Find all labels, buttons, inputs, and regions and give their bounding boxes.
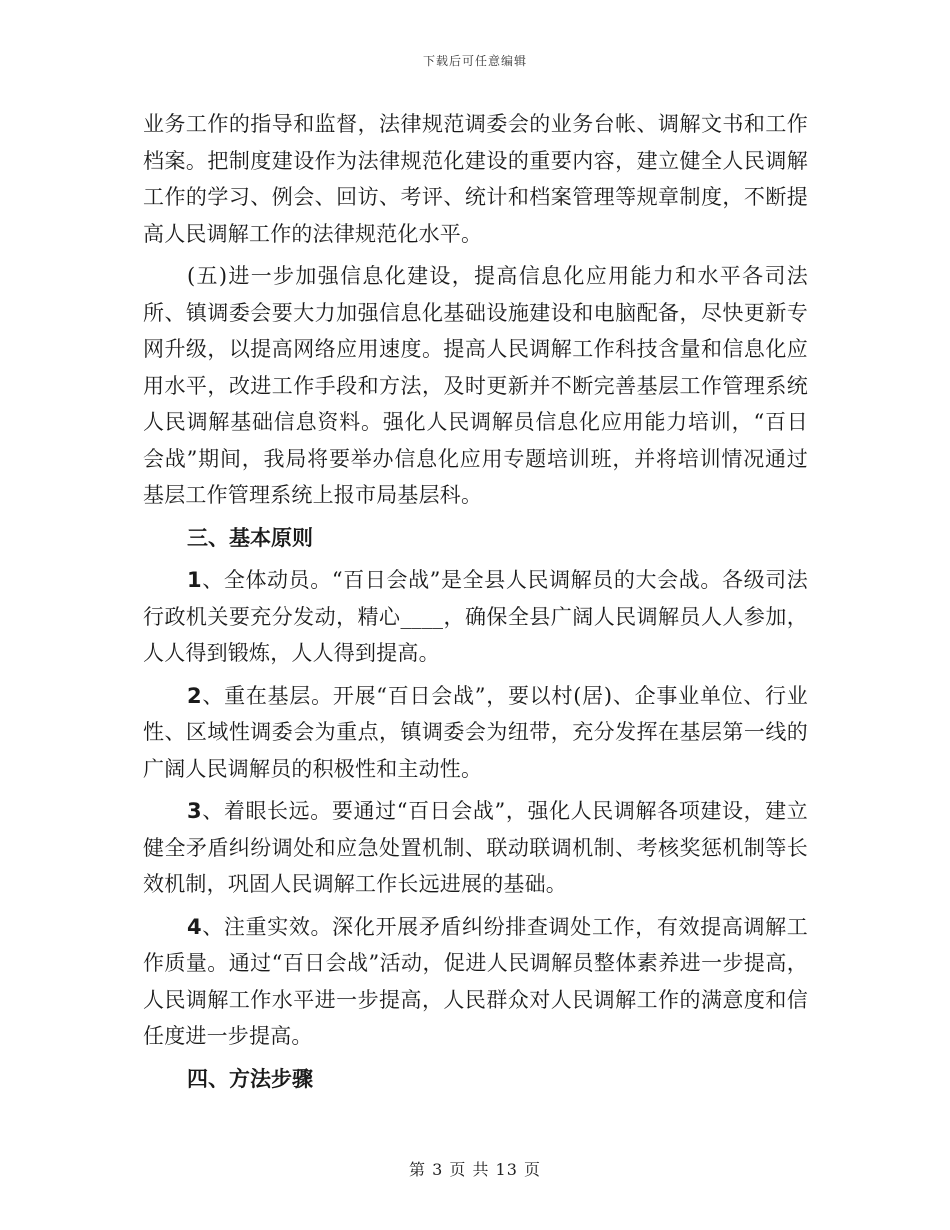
- principle-number-4: 4: [187, 914, 202, 939]
- principle-text-4: 、注重实效。深化开展矛盾纠纷排查调处工作，有效提高调解工作质量。通过“百日会战”活动，促进人民调解员整体素养进一步提高，人民调解工作水平进一步提高，人民群众对人民调解工作的满意度和信任度进一步提高。: [143, 914, 808, 1048]
- principle-item-4: [143, 909, 808, 1055]
- paragraph-informatization: (五)进一步加强信息化建设，提高信息化应用能力和水平各司法所、镇调委会要大力加强信息化基础设施建设和电脑配备，尽快更新专网升级，以提高网络应用速度。提高人民调解工作科技含量和信息化应用水平，改进工作手段和方法，及时更新并不断完善基层工作管理系统人民调解基础信息资料。强化人民调解员信息化应用能力培训，“百日会战”期间，我局将要举办信息化应用专题培训班，并将培训情况通过基层工作管理系统上报市局基层科。: [143, 264, 808, 507]
- principle-number-2: 2: [187, 683, 202, 708]
- section-heading-method-steps: 四、方法步骤: [187, 1066, 313, 1091]
- principle-text-1: 、全体动员。“百日会战”是全县人民调解员的大会战。各级司法行政机关要充分发动，精心____，确保全县广阔人民调解员人人参加，人人得到锻炼，人人得到提高。: [143, 568, 808, 665]
- header-note: 下载后可任意编辑: [422, 54, 527, 68]
- document-body: [143, 106, 808, 1103]
- principle-number-3: 3: [187, 799, 202, 823]
- principle-number-1: 1: [187, 568, 202, 592]
- principle-item-1: [143, 562, 808, 672]
- paragraph-continued: 业务工作的指导和监督，法律规范调委会的业务台帐、调解文书和工作档案。把制度建设作为法律规范化建设的重要内容，建立健全人民调解工作的学习、例会、回访、考评、统计和档案管理等规章制度，不断提高人民调解工作的法律规范化水平。: [143, 112, 808, 246]
- principle-text-3: 、着眼长远。要通过“百日会战”，强化人民调解各项建设，建立健全矛盾纠纷调处和应急处置机制、联动联调机制、考核奖惩机制等长效机制，巩固人民调解工作长远进展的基础。: [143, 799, 808, 896]
- section-heading-basic-principles: 三、基本原则: [187, 525, 313, 550]
- principle-text-2: 、重在基层。开展“百日会战”，要以村(居)、企事业单位、行业性、区域性调委会为重点，镇调委会为纽带，充分发挥在基层第一线的广阔人民调解员的积极性和主动性。: [143, 683, 808, 781]
- principle-item-2: [143, 678, 808, 788]
- page-footer: 第 3 页 共 13 页: [409, 1160, 541, 1179]
- principle-item-3: [143, 793, 808, 903]
